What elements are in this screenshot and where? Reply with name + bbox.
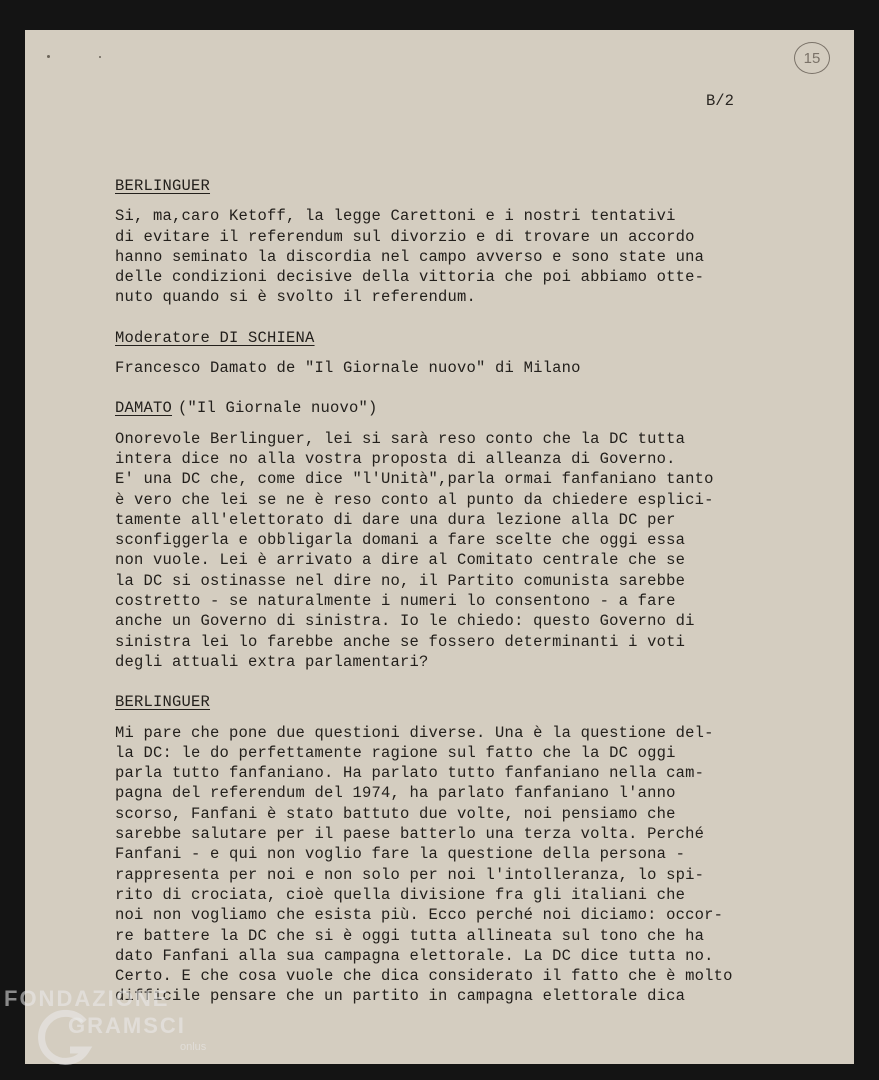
dialogue-block xyxy=(115,328,815,379)
watermark-gramsci-text: GRAMSCI xyxy=(68,1013,186,1038)
dialogue-block xyxy=(115,176,815,308)
dialogue-paragraph: Mi pare che pone due questioni diverse. Una è la questione del- la DC: le do perfettamente ragione sul fatto che la DC oggi parla tutto fanfaniano. Ha parlato tutto fanfaniano nella cam- pagna del referendum del 1974, ha parlato fanfaniano l'anno scorso, Fanfani è stato battuto due volte, noi pensiamo che sarebbe salutare per il paese batterlo una terza volta. Perché Fanfani - e qui non voglio fare la questione della persona - rappresenta per noi e non solo per noi l'intolleranza, lo spi- rito di crociata, cioè quella divisione fra gli italiani che noi non vogliamo che esista più. Ecco perché noi diciamo: occor- re battere la DC che si è oggi tutta allineata sul tono che ha dato Fanfani alla sua campagna elettorale. La DC dice tutta no. Certo. E che cosa vuole che dica considerato il fatto che è molto difficile pensare che un partito in campagna elettorale dica xyxy=(115,723,733,1006)
transcript-body xyxy=(115,176,815,1027)
dialogue-paragraph: Si, ma,caro Ketoff, la legge Carettoni e i nostri tentativi di evitare il referendum sul divorzio e di trovare un accordo hanno seminato la discordia nel campo avverso e sono state una delle condizioni decisive della vittoria che poi abbiamo otte- nuto quando si è svolto il referendum. xyxy=(115,207,705,307)
document-page xyxy=(25,30,854,1064)
speaker-name: DAMATO xyxy=(115,399,173,418)
section-code: B/2 xyxy=(706,92,734,110)
dialogue-paragraph: Francesco Damato de "Il Giornale nuovo" di Milano xyxy=(115,359,581,378)
dialogue-paragraph: Onorevole Berlinguer, lei si sarà reso conto che la DC tutta intera dice no alla vostra proposta di alleanza di Governo. E' una DC che, come dice "l'Unità",parla ormai fanfaniano tanto è vero che lei se ne è reso conto al punto da chiedere esplici- tamente all'elettorato di dare una dura lezione alla DC per sconfiggerla e obbligarla domani a fare scelte che oggi essa non vuole. Lei è arrivato a dire al Comitato centrale che se la DC si ostinasse nel dire no, il Partito comunista sarebbe costretto - se naturalmente i numeri lo consentono - a fare anche un Governo di sinistra. Io le chiedo: questo Governo di sinistra lei lo farebbe anche se fossero determinanti i voti degli attuali extra parlamentari? xyxy=(115,429,714,671)
paper-speck xyxy=(99,56,101,58)
speaker-line xyxy=(115,398,815,428)
dialogue-block xyxy=(115,398,815,672)
page-number-stamp: 15 xyxy=(794,42,830,74)
watermark-onlus-text: onlus xyxy=(180,1041,207,1053)
speaker-affiliation: ("Il Giornale nuovo") xyxy=(178,399,378,418)
paper-speck xyxy=(47,55,50,58)
watermark-foundation-text: FONDAZIONE xyxy=(4,986,170,1011)
speaker-name: Moderatore DI SCHIENA xyxy=(115,328,315,347)
speaker-name: BERLINGUER xyxy=(115,693,211,712)
fondazione-gramsci-watermark xyxy=(4,984,244,1076)
speaker-name: BERLINGUER xyxy=(115,177,211,195)
dialogue-block xyxy=(115,692,815,1006)
